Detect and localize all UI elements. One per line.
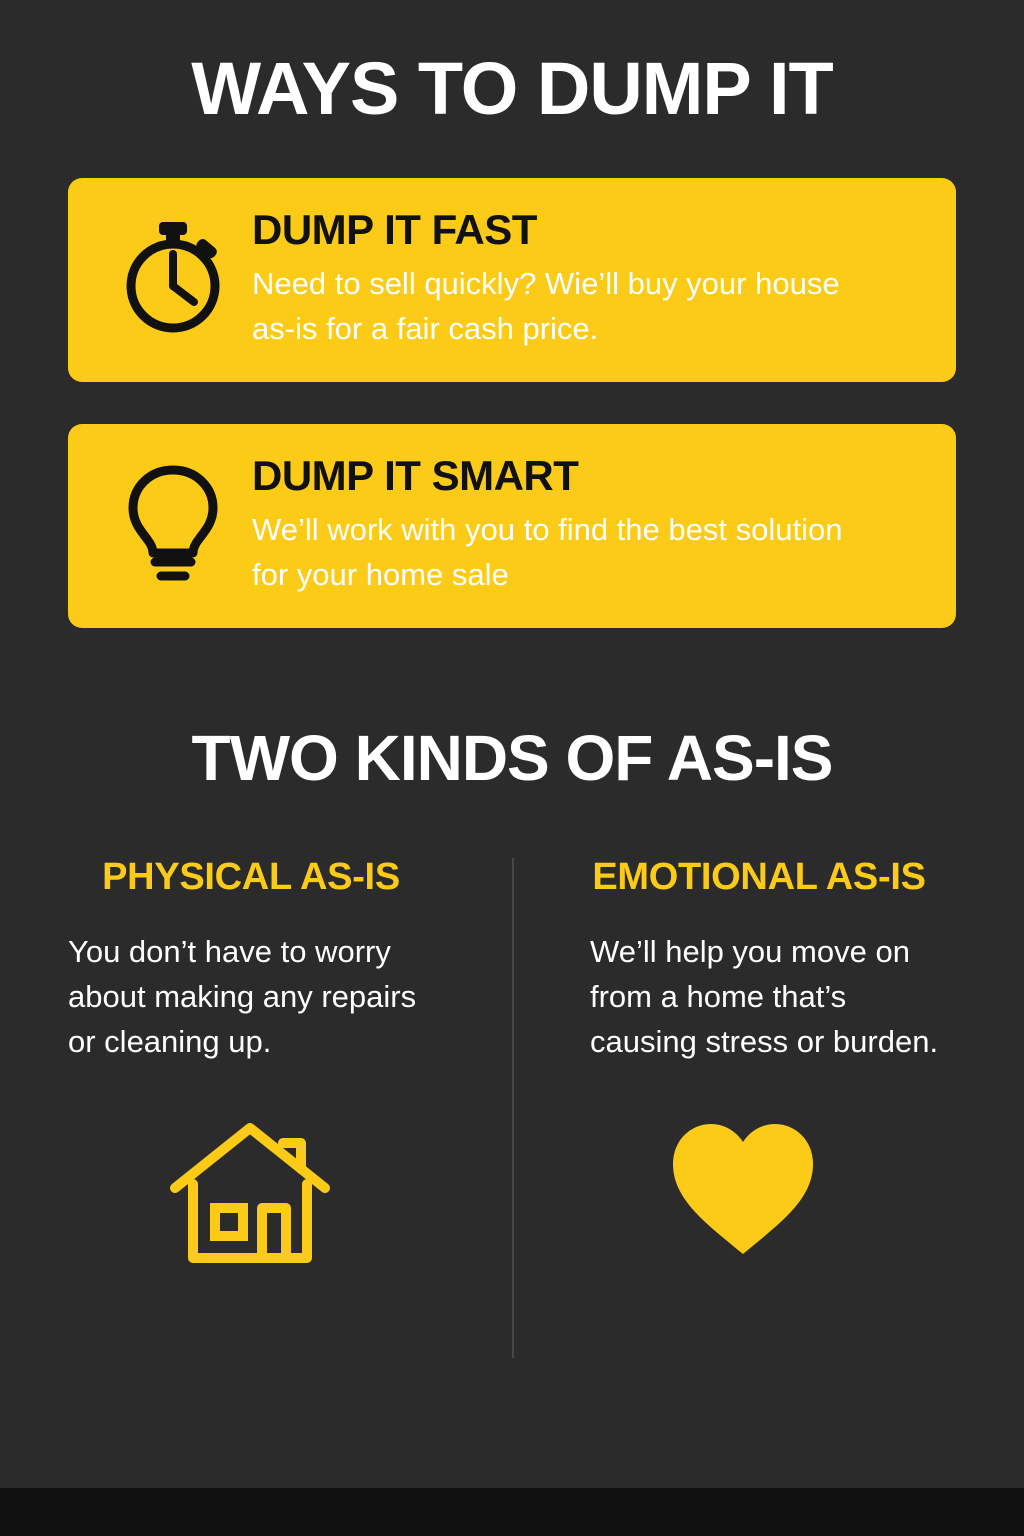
column-emotional-as-is xyxy=(512,856,956,1273)
footer-bar xyxy=(0,1488,1024,1536)
section-title: TWO KINDS OF AS-IS xyxy=(191,721,833,794)
column-title: PHYSICAL AS-IS xyxy=(102,855,400,898)
column-description: You don’t have to worry about making any repairs or cleaning up. xyxy=(68,933,417,1059)
lightbulb-icon xyxy=(98,450,248,588)
house-icon xyxy=(68,1112,452,1272)
card-description: We’ll work with you to find the best solution for your home sale xyxy=(252,512,843,592)
comparison-columns xyxy=(68,856,956,1273)
card-dump-it-fast[interactable] xyxy=(68,178,956,382)
card-body xyxy=(248,450,926,598)
card-body xyxy=(248,204,926,352)
card-title: DUMP IT FAST xyxy=(252,206,537,253)
heart-icon xyxy=(590,1112,956,1262)
page-title: WAYS TO DUMP IT xyxy=(191,47,833,130)
column-physical-as-is xyxy=(68,856,512,1273)
column-description: We’ll help you move on from a home that’s causing stress or burden. xyxy=(590,933,939,1059)
card-title: DUMP IT SMART xyxy=(252,451,579,499)
column-divider xyxy=(512,858,514,1358)
card-dump-it-smart[interactable] xyxy=(68,424,956,628)
column-title: EMOTIONAL AS-IS xyxy=(592,855,926,898)
cards-list xyxy=(68,178,956,628)
stopwatch-icon xyxy=(98,204,248,336)
card-description: Need to sell quickly? Wie’ll buy your house as-is for a fair cash price. xyxy=(252,266,840,347)
